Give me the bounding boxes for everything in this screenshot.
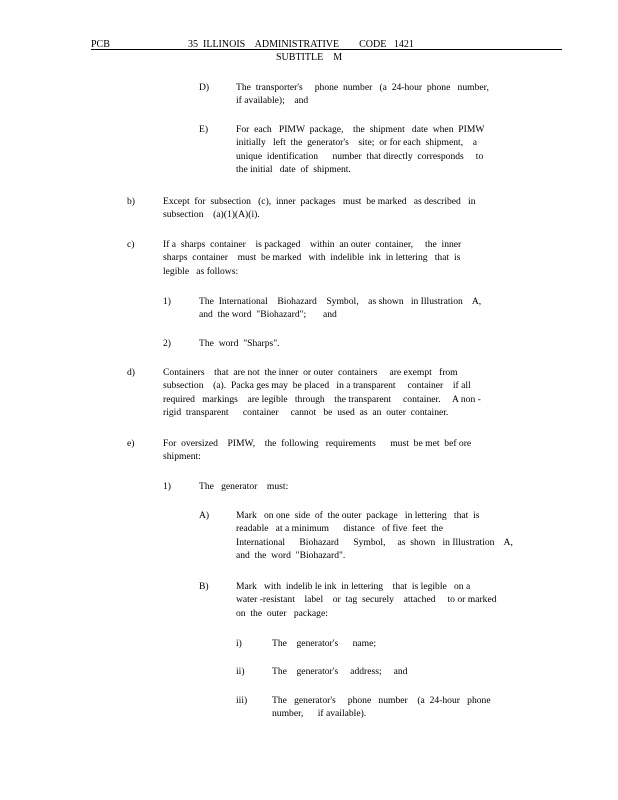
item-label: iii): [236, 695, 248, 706]
item-label: 2): [163, 338, 171, 349]
item-text: The generator's name;: [272, 638, 377, 649]
header-code-title: 35 ILLINOIS ADMINISTRATIVE CODE 1421: [188, 39, 414, 50]
item-text: The transporter's phone number (a 24-hour phone number, if available); and: [236, 82, 489, 107]
item-label: ii): [236, 666, 245, 677]
header-subtitle: SUBTITLE M: [276, 52, 343, 63]
item-label: A): [199, 510, 210, 521]
item-text: Except for subsection (c), inner packages must be marked as described in subsection (a)(1)(A)(i).: [163, 196, 476, 221]
item-label: b): [127, 196, 135, 207]
item-text: The generator must:: [199, 481, 289, 492]
item-text: Mark on one side of the outer package in lettering that is readable at a minimum distance of five feet the International Biohazard Symbol, as shown in Illustration A, and the word "Biohazard".: [236, 510, 513, 562]
item-label: e): [127, 438, 135, 449]
item-label: 1): [163, 296, 171, 307]
header-agency: PCB: [91, 39, 110, 50]
header-rule: [91, 49, 562, 50]
item-text: The International Biohazard Symbol, as shown in Illustration A, and the word "Biohazard"; and: [199, 296, 482, 321]
item-label: i): [236, 638, 242, 649]
item-label: E): [199, 124, 209, 135]
item-text: The word "Sharps".: [199, 338, 280, 349]
item-text: If a sharps container is packaged within an outer container, the inner sharps container must be marked with indelible ink in lettering that is legible as follows:: [163, 239, 462, 277]
item-text: For oversized PIMW, the following requirements must be met bef ore shipment:: [163, 438, 472, 463]
item-text: The generator's phone number (a 24-hour phone number, if available).: [272, 695, 491, 720]
item-label: D): [199, 82, 210, 93]
item-text: The generator's address; and: [272, 666, 408, 677]
item-text: Containers that are not the inner or outer containers are exempt from subsection (a). Packa ges may be placed in a transparent container if all required markings are legible through the transparent container. A non - rigid transparent container cannot be used as an outer container.: [163, 367, 481, 419]
item-label: d): [127, 367, 135, 378]
item-label: 1): [163, 481, 171, 492]
item-label: B): [199, 581, 209, 592]
item-label: c): [127, 239, 135, 250]
item-text: Mark with indelib le ink in lettering that is legible on a water -resistant label or tag securely attached to or marked on the outer package:: [236, 581, 497, 619]
item-text: For each PIMW package, the shipment date when PIMW initially left the generator's site; or for each shipment, a unique identification number that directly corresponds to the initial date of shipment.: [236, 124, 485, 176]
